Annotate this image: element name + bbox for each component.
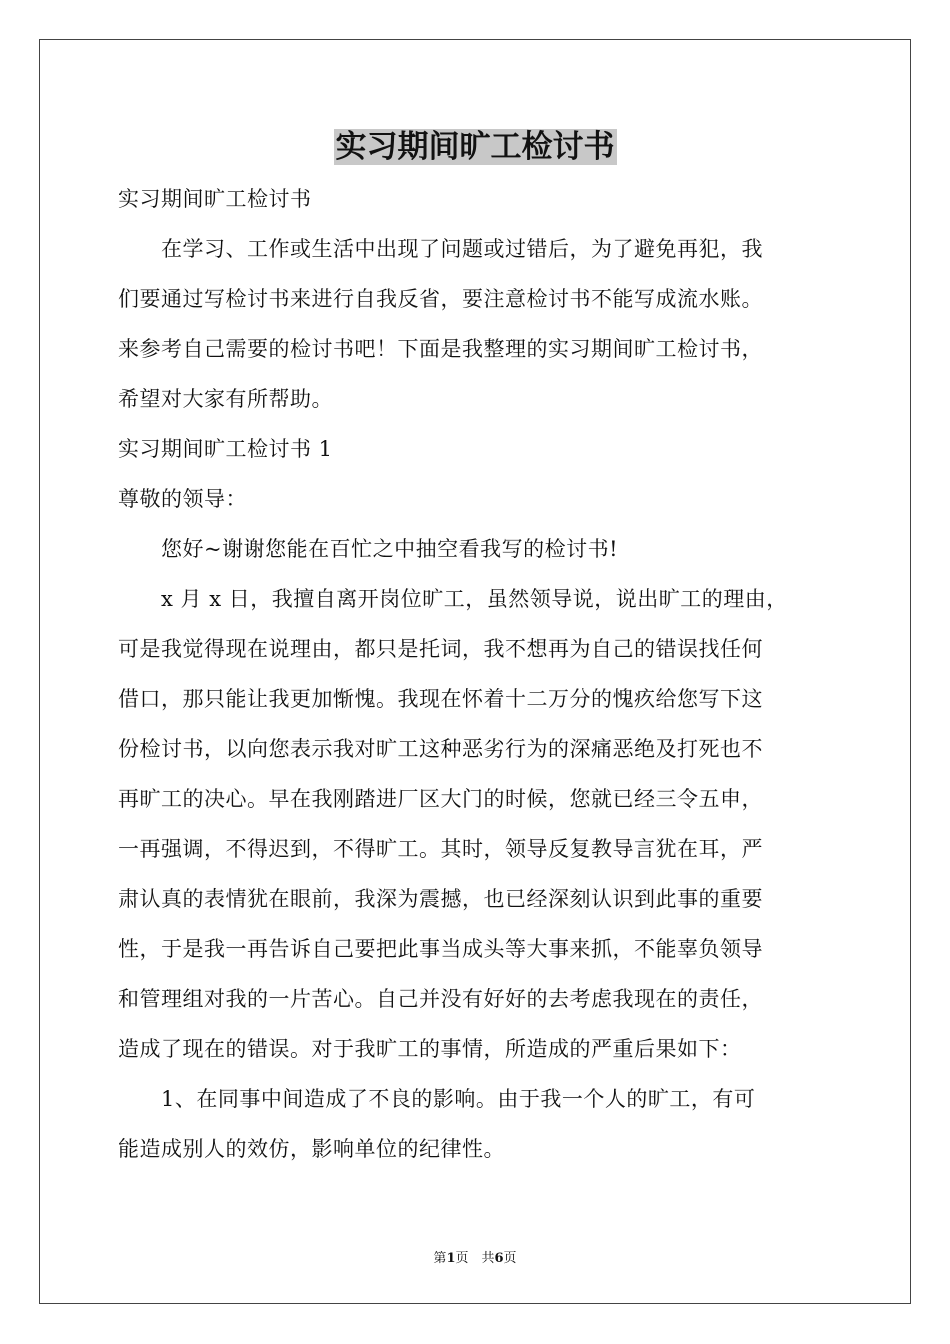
body-line: 一再强调，不得迟到，不得旷工。其时，领导反复教导言犹在耳，严 [118,837,763,861]
body-line: 您好~谢谢您能在百忙之中抽空看我写的检讨书! [118,537,619,561]
body-line: 性，于是我一再告诉自己要把此事当成头等大事来抓，不能辜负领导 [118,937,763,961]
body-line: x 月 x 日，我擅自离开岗位旷工，虽然领导说，说出旷工的理由， [118,587,788,611]
total-page-count: 6 [494,1251,504,1266]
document-title [0,127,950,167]
body-line: 1、在同事中间造成了不良的影响。由于我一个人的旷工，有可 [118,1087,756,1111]
page-footer [0,1250,950,1268]
page-suffix: 页 [503,1251,517,1266]
page-mid: 页 共 [455,1251,495,1266]
document-title-text: 实习期间旷工检讨书 [335,129,615,165]
body-line: 能造成别人的效仿，影响单位的纪律性。 [118,1137,505,1161]
body-line: 再旷工的决心。早在我刚踏进厂区大门的时候，您就已经三令五申， [118,787,763,811]
body-line: 造成了现在的错误。对于我旷工的事情，所造成的严重后果如下： [118,1037,742,1061]
page-prefix: 第 [433,1251,447,1266]
page-border [39,39,911,1304]
body-line: 可是我觉得现在说理由，都只是托词，我不想再为自己的错误找任何 [118,637,763,661]
body-line: 份检讨书，以向您表示我对旷工这种恶劣行为的深痛恶绝及打死也不 [118,737,763,761]
body-line: 希望对大家有所帮助。 [118,387,333,411]
heading-line: 实习期间旷工检讨书 [118,187,312,211]
body-line: 来参考自己需要的检讨书吧！下面是我整理的实习期间旷工检讨书， [118,337,763,361]
body-line: 肃认真的表情犹在眼前，我深为震撼，也已经深刻认识到此事的重要 [118,887,763,911]
salutation: 尊敬的领导： [118,487,247,511]
body-line: 们要通过写检讨书来进行自我反省，要注意检讨书不能写成流水账。 [118,287,763,311]
body-line: 和管理组对我的一片苦心。自己并没有好好的去考虑我现在的责任， [118,987,763,1011]
current-page-number: 1 [446,1251,456,1266]
body-line: 在学习、工作或生活中出现了问题或过错后，为了避免再犯，我 [118,237,763,261]
body-line: 借口，那只能让我更加惭愧。我现在怀着十二万分的愧疚给您写下这 [118,687,763,711]
section-heading: 实习期间旷工检讨书 1 [118,437,333,461]
